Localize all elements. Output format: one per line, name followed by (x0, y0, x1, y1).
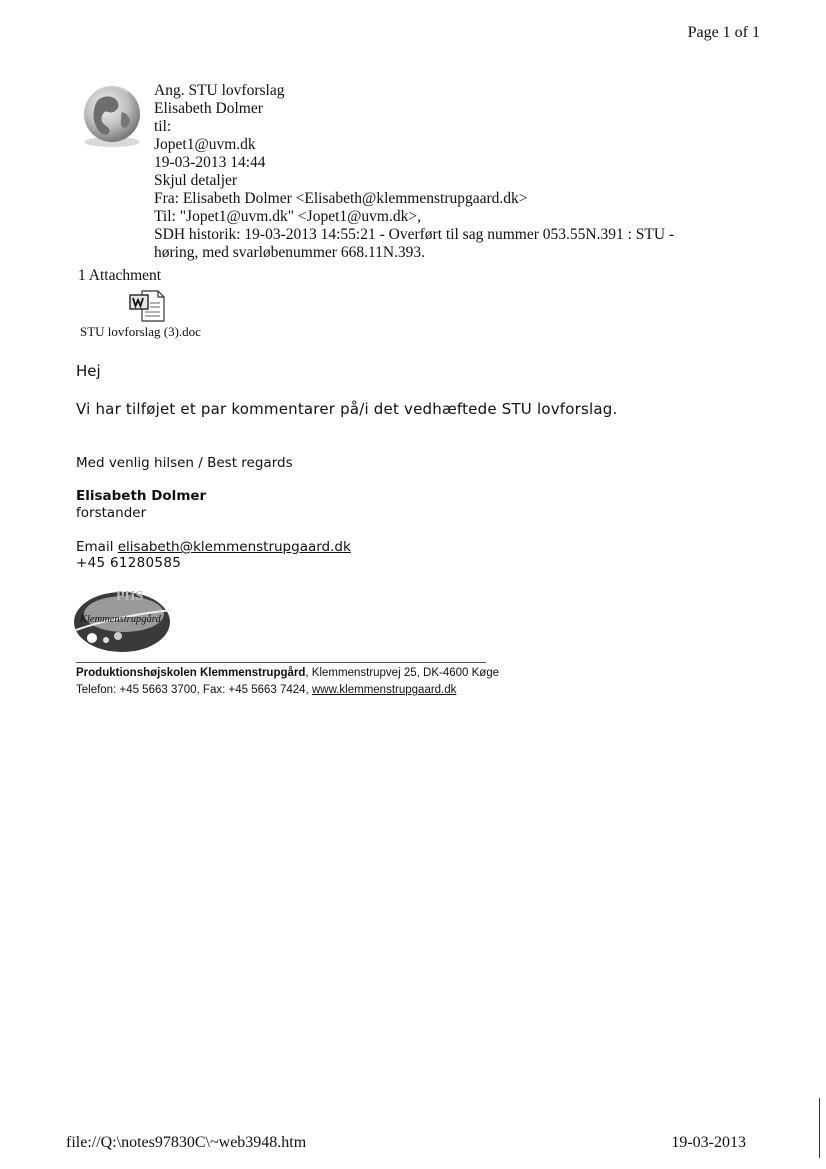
subject-line: Ang. STU lovforslag (154, 82, 285, 99)
klemmenstrupgaard-logo (72, 584, 176, 654)
email-header (154, 82, 674, 262)
sender-name: Elisabeth Dolmer (154, 100, 263, 117)
signature-title: forstander (76, 505, 147, 521)
message-body: Vi har tilføjet et par kommentarer på/i det vedhæftede STU lovforslag. (76, 400, 618, 418)
print-footer-url: file://Q:\notes97830C\~web3948.htm (66, 1134, 307, 1151)
to-line: Til: "Jopet1@uvm.dk" <Jopet1@uvm.dk>, (154, 208, 421, 225)
word-document-icon[interactable] (128, 289, 168, 323)
footer-org-name: Produktionshøjskolen Klemmenstrupgård (76, 667, 306, 679)
footer-contact (76, 684, 456, 696)
closing-regards: Med venlig hilsen / Best regards (76, 455, 293, 471)
from-line: Fra: Elisabeth Dolmer <Elisabeth@klemmenstrupgaard.dk> (154, 190, 528, 207)
sent-date: 19-03-2013 14:44 (154, 154, 266, 171)
footer-website-link[interactable]: www.klemmenstrupgaard.dk (311, 684, 457, 696)
greeting: Hej (76, 362, 101, 380)
to-label: til: (154, 118, 172, 135)
signature-name: Elisabeth Dolmer (76, 488, 207, 504)
signature-phone: +45 61280585 (76, 555, 182, 571)
print-footer-date: 19-03-2013 (671, 1134, 746, 1151)
hide-details-link[interactable]: Skjul detaljer (154, 172, 238, 189)
to-address: Jopet1@uvm.dk (154, 136, 256, 153)
footer-organization (76, 667, 499, 679)
sdh-history-line-1: SDH historik: 19-03-2013 14:55:21 - Overført til sag nummer 053.55N.391 : STU - (154, 226, 675, 243)
globe-icon (74, 78, 148, 152)
logo-text-name: Klemmenstrupgård (80, 614, 161, 625)
email-label: Email (76, 539, 118, 555)
footer-phone-fax: Telefon: +45 5663 3700, Fax: +45 5663 7424, (76, 684, 312, 696)
footer-divider (76, 662, 486, 663)
sdh-history-line-2: høring, med svarløbenummer 668.11N.393. (154, 244, 426, 261)
email-link[interactable]: elisabeth@klemmenstrupgaard.dk (117, 539, 351, 555)
scan-edge-mark (819, 1098, 820, 1158)
attachment-filename[interactable]: STU lovforslag (3).doc (80, 324, 201, 339)
page-number: Page 1 of 1 (687, 24, 760, 41)
signature-email (76, 539, 351, 555)
logo-text-phs: PHS (116, 589, 144, 604)
attachment-count: 1 Attachment (78, 267, 162, 284)
footer-address: , Klemmenstrupvej 25, DK-4600 Køge (305, 667, 500, 679)
